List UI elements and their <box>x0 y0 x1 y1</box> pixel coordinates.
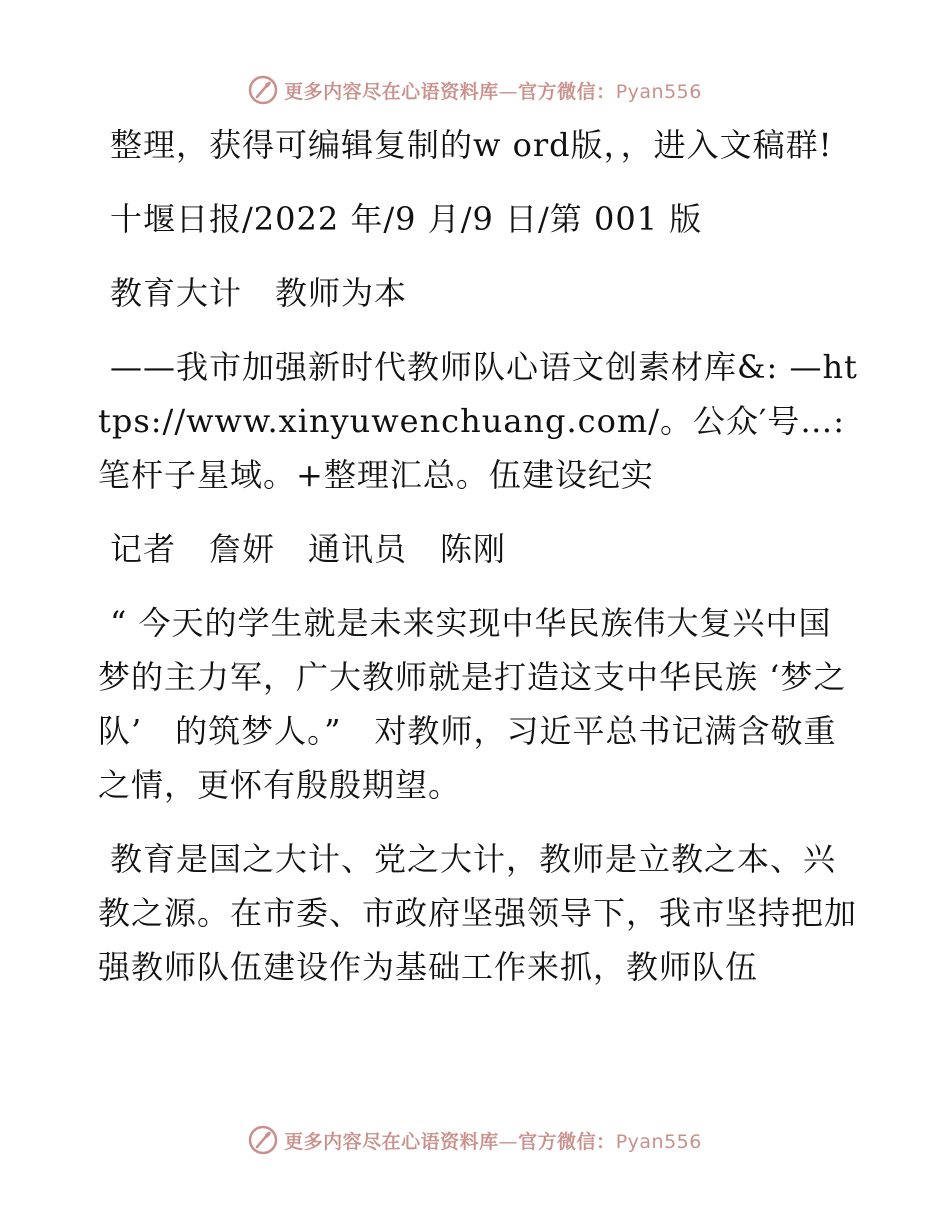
watermark-text <box>284 1127 702 1154</box>
watermark-separator: — <box>498 1130 519 1153</box>
footer-watermark <box>0 1120 950 1160</box>
body-paragraph-education: 教育是国之大计、党之大计，教师是立教之本、兴教之源。在市委、市政府坚强领导下，我市坚持把加强教师队伍建设作为基础工作来抓，教师队伍 <box>98 840 858 986</box>
byline: 记者 詹妍 通讯员 陈刚 <box>110 530 507 568</box>
article-subtitle: ——我市加强新时代教师队心语文创素材库&: —https://www.xinyuwenchuang.com/。公众′号…:笔杆子星域。+整理汇总。伍建设纪实 <box>98 348 858 494</box>
article-title: 教育大计 教师为本 <box>110 274 408 312</box>
watermark-official: 官方微信： <box>518 80 616 103</box>
quill-logo-icon <box>248 75 278 105</box>
watermark-account: Pyan556 <box>615 1130 702 1153</box>
watermark-text <box>284 77 702 104</box>
document-body <box>98 118 858 1014</box>
watermark-account: Pyan556 <box>615 80 702 103</box>
body-paragraph-quote: “ 今天的学生就是未来实现中华民族伟大复兴中国梦的主力军，广大教师就是打造这支中华民族 ‘梦之队’ 的筑梦人。” 对教师，习近平总书记满含敬重之情，更怀有殷殷期望。 <box>98 604 847 804</box>
watermark-main: 更多内容尽在心语资料库 <box>284 1130 499 1153</box>
watermark-main: 更多内容尽在心语资料库 <box>284 80 499 103</box>
source-line: 十堰日报/2022 年/9 月/9 日/第 001 版 <box>110 200 703 238</box>
watermark-official: 官方微信： <box>518 1130 616 1153</box>
intro-paragraph: 整理，获得可编辑复制的w ord版，，进入文稿群! <box>110 126 833 164</box>
watermark-separator: — <box>498 80 519 103</box>
header-watermark <box>0 70 950 110</box>
quill-logo-icon <box>248 1125 278 1155</box>
